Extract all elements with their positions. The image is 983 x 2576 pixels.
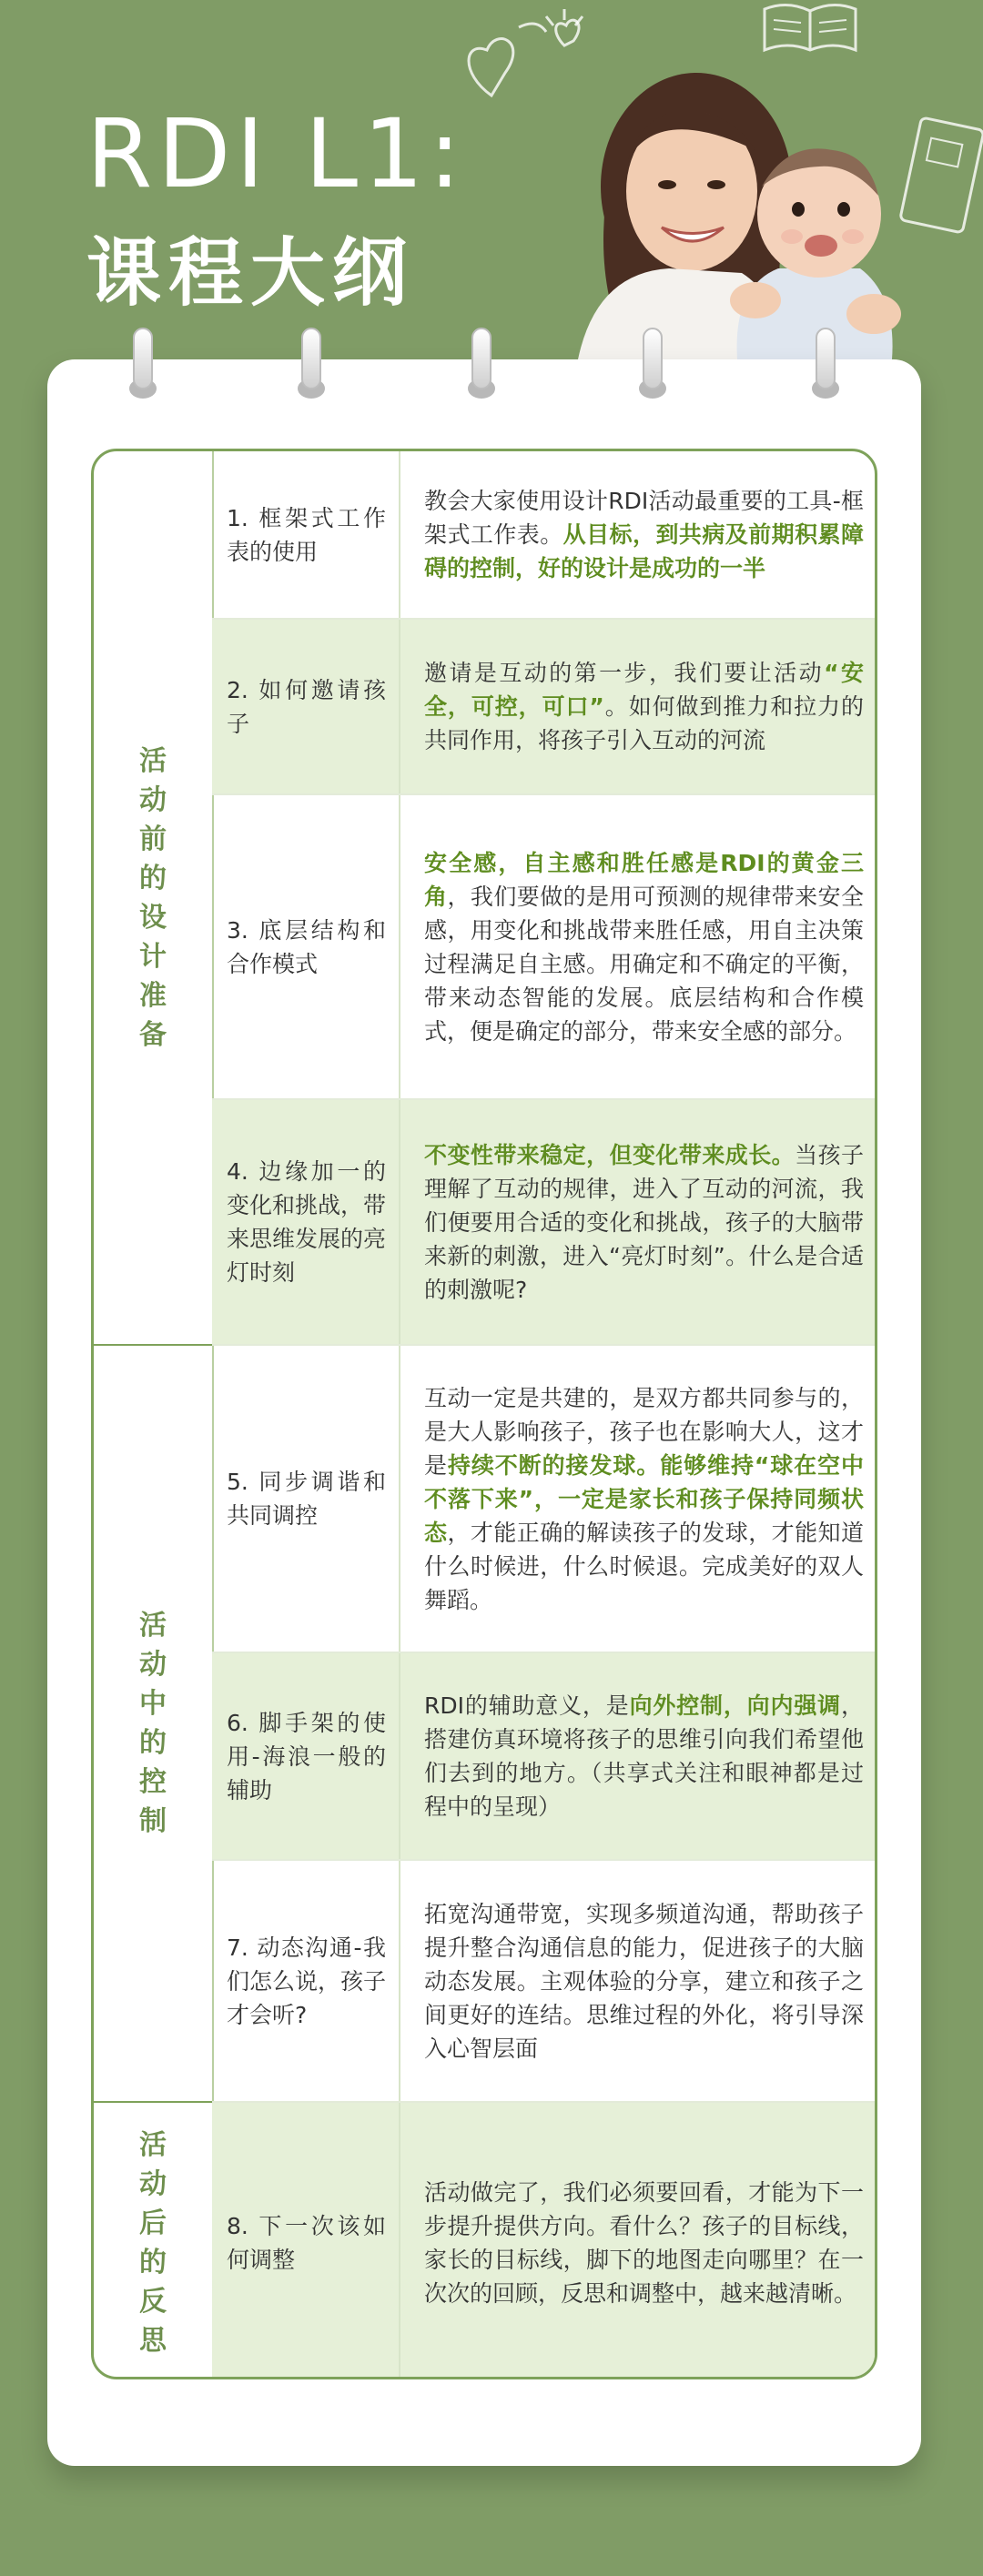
highlight-text: 持续不断的接发球。能够维持“球在空中不落下来”，一定是家长和孩子保持同频状态 (424, 1451, 864, 1546)
row-body (424, 656, 864, 757)
section-after-activity (94, 2103, 212, 2379)
body-text: 邀请是互动的第一步，我们要让活动 (424, 660, 825, 686)
highlight-text: 向外控制，向内强调 (629, 1692, 841, 1719)
body-text: 互动一定是共建的，是双方都共同参与的，是大人影响孩子，孩子也在影响大人，这才是 (424, 1384, 864, 1479)
row-title: 5. 同步调谐和共同调控 (212, 1346, 400, 1652)
section-during-activity (94, 1346, 212, 2103)
row-body (424, 1897, 864, 2066)
outline-row-3 (212, 795, 877, 1100)
section-label: 活动前的设计准备 (139, 744, 167, 1051)
body-text: RDI的辅助意义，是 (424, 1692, 630, 1719)
row-body (424, 484, 864, 585)
outline-row-2 (212, 620, 877, 795)
body-text: ，搭建仿真环境将孩子的思维引向我们希望他们去到的地方。（共享式关注和眼神都是过程中的呈现） (424, 1692, 864, 1820)
ring-icon (812, 328, 839, 402)
row-title: 8. 下一次该如何调整 (212, 2103, 400, 2379)
ring-icon (129, 328, 157, 402)
course-outline-table (91, 449, 877, 2379)
row-title: 6. 脚手架的使用-海浪一般的辅助 (212, 1653, 400, 1859)
section-label: 活动后的反思 (139, 2128, 167, 2357)
outline-row-7 (212, 1861, 877, 2103)
row-title: 7. 动态沟通-我们怎么说，孩子才会听? (212, 1861, 400, 2101)
body-text: ，才能正确的解读孩子的发球，才能知道什么时候进，什么时候退。完成美好的双人舞蹈。 (424, 1519, 864, 1613)
outline-row-8 (212, 2103, 877, 2379)
highlight-text: 不变性带来稳定，但变化带来成长。 (424, 1141, 796, 1168)
ring-icon (468, 328, 495, 402)
outline-row-6 (212, 1653, 877, 1861)
section-column (94, 451, 214, 2377)
row-title: 2. 如何邀请孩子 (212, 620, 400, 793)
highlight-text: 从目标，到共病及前期积累障碍的控制，好的设计是成功的一半 (424, 521, 864, 581)
book-doodle-icon (760, 0, 860, 55)
ring-icon (298, 328, 325, 402)
row-body (424, 2176, 864, 2310)
outline-row-5 (212, 1346, 877, 1653)
body-text: 拓宽沟通带宽，实现多频道沟通，帮助孩子提升整合沟通信息的能力，促进孩子的大脑动态发展。主观体验的分享，建立和孩子之间更好的连结。思维过程的外化，将引导深入心智层面 (424, 1900, 864, 2062)
binder-rings (47, 328, 921, 409)
body-text: 当孩子理解了互动的规律，进入了互动的河流，我们便要用合适的变化和挑战，孩子的大脑带来新的刺激，进入“亮灯时刻”。什么是合适的刺激呢? (424, 1141, 864, 1303)
row-body (424, 846, 864, 1048)
body-text: 教会大家使用设计RDI活动最重要的工具-框架式工作表。 (424, 488, 864, 548)
body-text: 活动做完了，我们必须要回看，才能为下一步提升提供方向。看什么？孩子的目标线，家长的目标线，脚下的地图走向哪里？在一次次的回顾，反思和调整中，越来越清晰。 (424, 2178, 864, 2307)
body-text: ，我们要做的是用可预测的规律带来安全感，用变化和挑战带来胜任感，用自主决策过程满足自主感。用确定和不确定的平衡，带来动态智能的发展。底层结构和合作模式，便是确定的部分，带来安全感的部分。 (424, 883, 864, 1045)
row-title: 4. 边缘加一的变化和挑战，带来思维发展的亮灯时刻 (212, 1100, 400, 1344)
row-body (424, 1689, 864, 1823)
row-title: 3. 底层结构和合作模式 (212, 795, 400, 1098)
section-label: 活动中的控制 (139, 1610, 167, 1837)
section-before-activity (94, 451, 212, 1346)
highlight-text: “安全，可控，可口” (424, 660, 864, 720)
page-title-line2: 课程大纲 (86, 230, 415, 317)
row-body (424, 1138, 864, 1307)
highlight-text: 安全感，自主感和胜任感是RDI的黄金三角 (424, 849, 864, 910)
body-text: 。如何做到推力和拉力的共同作用，将孩子引入互动的河流 (424, 693, 864, 753)
row-body (424, 1381, 864, 1617)
outline-row-4 (212, 1100, 877, 1346)
outline-row-1 (212, 451, 877, 620)
ring-icon (639, 328, 666, 402)
mother-baby-photo (560, 59, 915, 359)
row-title: 1. 框架式工作表的使用 (212, 451, 400, 618)
page-title-line1: RDI L1: (86, 98, 467, 209)
